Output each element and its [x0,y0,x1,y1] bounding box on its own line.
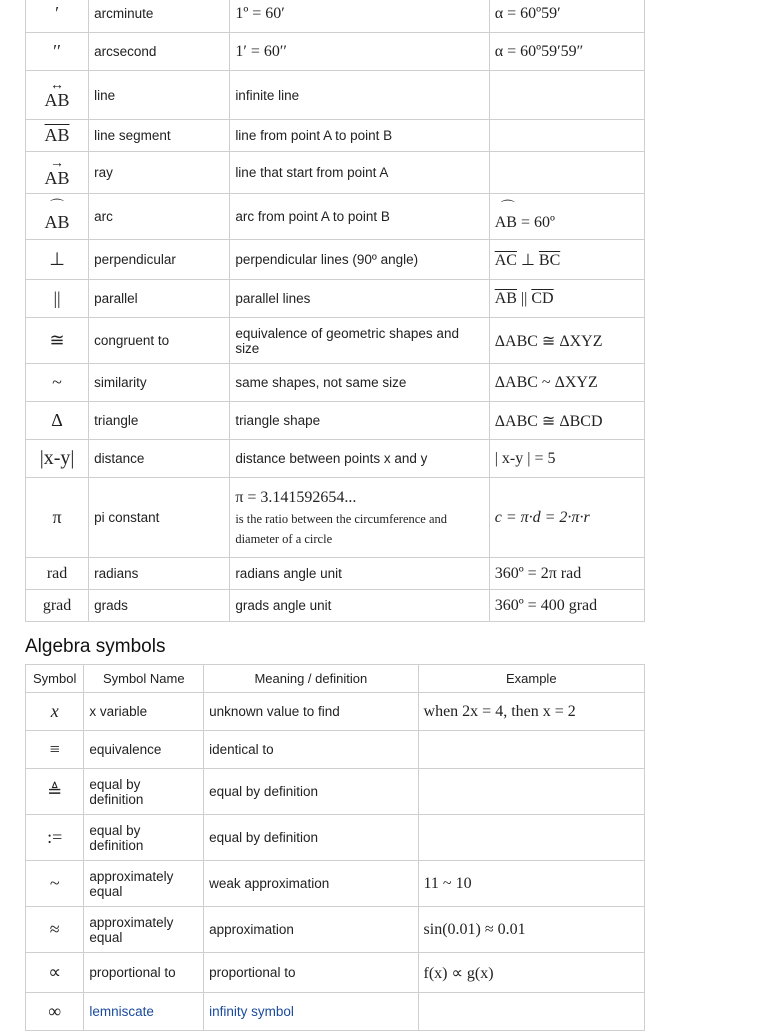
symbol-name-cell: arcsecond [89,33,230,71]
table-row [26,731,645,769]
meaning-cell: infinite line [230,71,489,120]
example-cell [418,815,644,861]
column-header: Symbol Name [84,665,204,693]
example-cell: sin(0.01) ≈ 0.01 [418,907,644,953]
symbol-name-cell: equal by definition [84,769,204,815]
example-cell: α = 60º59′ [489,0,644,33]
example-cell: ΔABC ~ ΔXYZ [489,364,644,402]
meaning-cell: approximation [204,907,418,953]
meaning-cell: line that start from point A [230,152,489,194]
meaning-cell: same shapes, not same size [230,364,489,402]
meaning-cell: equal by definition [204,815,418,861]
example-cell: c = π·d = 2·π·r [489,478,644,558]
meaning-cell: identical to [204,731,418,769]
equal-by-definition-icon: ≜ [26,769,84,815]
symbol-name-cell: line segment [89,120,230,152]
table-row [26,907,645,953]
meaning-cell: arc from point A to point B [230,194,489,240]
example-cell: when 2x = 4, then x = 2 [418,693,644,731]
similarity-icon: ~ [26,364,89,402]
table-row [26,0,645,33]
symbol-cell: → AB [26,152,89,194]
symbol-name-cell: ray [89,152,230,194]
algebra-symbols-table [25,664,645,1031]
geometry-symbols-table [25,0,645,622]
example-cell [489,120,644,152]
perpendicular-icon: ⊥ [26,240,89,280]
table-row [26,440,645,478]
arc-icon: ⌒ [50,199,65,215]
example-cell [418,769,644,815]
meaning-cell: perpendicular lines (90º angle) [230,240,489,280]
symbol-name-cell: distance [89,440,230,478]
example-cell [489,152,644,194]
table-row [26,815,645,861]
example-cell: $\overline{AC}$ ⊥ $\overline{BC}$ [489,240,644,280]
congruent-icon: ≅ [26,318,89,364]
column-header: Symbol [26,665,84,693]
arc-icon: ⌒ [500,200,515,216]
approximately-equal-icon: ≈ [26,907,84,953]
table-row [26,71,645,120]
example-cell: $\overline{AB}$ || $\overline{CD}$ [489,280,644,318]
lemniscate-link[interactable]: lemniscate [84,993,204,1031]
example-cell: ⌒ AB = 60º [489,194,644,240]
infinity-symbol-link[interactable]: infinity symbol [204,993,418,1031]
example-cell: | x-y | = 5 [489,440,644,478]
symbol-cell: grad [26,590,89,622]
table-row [26,240,645,280]
symbol-name-cell: equivalence [84,731,204,769]
symbol-name-cell: x variable [84,693,204,731]
meaning-cell: proportional to [204,953,418,993]
parallel-icon: || [26,280,89,318]
x-variable-icon: x [26,693,84,731]
meaning-cell: equal by definition [204,769,418,815]
symbol-name-cell: triangle [89,402,230,440]
symbol-name-cell: approximately equal [84,907,204,953]
example-cell: ΔABC ≅ ΔBCD [489,402,644,440]
table-row [26,152,645,194]
column-header: Meaning / definition [204,665,418,693]
right-arrow-icon: → [50,155,65,171]
symbol-name-cell: proportional to [84,953,204,993]
symbol-name-cell: approximately equal [84,861,204,907]
table-header-row [26,665,645,693]
example-cell: ΔABC ≅ ΔXYZ [489,318,644,364]
meaning-cell: grads angle unit [230,590,489,622]
tilde-icon: ~ [26,861,84,907]
table-row [26,194,645,240]
symbol-cell: ′ [26,0,89,33]
meaning-cell: π = 3.141592654... is the ratio between the circumference and diameter of a circle [230,478,489,558]
meaning-cell: line from point A to point B [230,120,489,152]
table-row [26,280,645,318]
table-row [26,364,645,402]
table-row [26,478,645,558]
table-row [26,861,645,907]
meaning-cell: radians angle unit [230,558,489,590]
table-row [26,318,645,364]
meaning-cell: 1′ = 60′′ [230,33,489,71]
example-cell: 11 ~ 10 [418,861,644,907]
example-cell [489,71,644,120]
symbol-cell: ↔ AB [26,71,89,120]
table-row [26,953,645,993]
symbol-name-cell: perpendicular [89,240,230,280]
meaning-cell: distance between points x and y [230,440,489,478]
symbol-name-cell: grads [89,590,230,622]
distance-icon: |x-y| [26,440,89,478]
symbol-name-cell: arc [89,194,230,240]
table-row [26,769,645,815]
example-cell: α = 60º59′59″ [489,33,644,71]
meaning-cell: unknown value to find [204,693,418,731]
meaning-cell: parallel lines [230,280,489,318]
meaning-cell: 1º = 60′ [230,0,489,33]
symbol-name-cell: equal by definition [84,815,204,861]
double-arrow-icon: ↔ [50,78,65,93]
meaning-cell: triangle shape [230,402,489,440]
example-cell: 360º = 2π rad [489,558,644,590]
symbol-name-cell: line [89,71,230,120]
example-cell [418,993,644,1031]
symbol-cell: $\overline{AB}$ [26,120,89,152]
table-row [26,120,645,152]
infinity-icon: ∞ [26,993,84,1031]
example-cell: 360º = 400 grad [489,590,644,622]
meaning-cell: equivalence of geometric shapes and size [230,318,489,364]
section-title: Algebra symbols [25,636,166,657]
symbol-name-cell: pi constant [89,478,230,558]
example-cell: f(x) ∝ g(x) [418,953,644,993]
table-row [26,693,645,731]
table-row [26,590,645,622]
equivalence-icon: ≡ [26,731,84,769]
symbol-cell: ′′ [26,33,89,71]
triangle-icon: Δ [26,402,89,440]
symbol-name-cell: parallel [89,280,230,318]
table-row [26,402,645,440]
table-row [26,33,645,71]
symbol-name-cell: similarity [89,364,230,402]
table-row [26,558,645,590]
symbol-cell: rad [26,558,89,590]
symbol-cell: ⌒ AB [26,194,89,240]
meaning-cell: weak approximation [204,861,418,907]
symbol-name-cell: congruent to [89,318,230,364]
colon-equals-icon: := [26,815,84,861]
table-row [26,993,645,1031]
proportional-icon: ∝ [26,953,84,993]
symbol-name-cell: arcminute [89,0,230,33]
pi-icon: π [26,478,89,558]
symbol-name-cell: radians [89,558,230,590]
column-header: Example [418,665,644,693]
example-cell [418,731,644,769]
